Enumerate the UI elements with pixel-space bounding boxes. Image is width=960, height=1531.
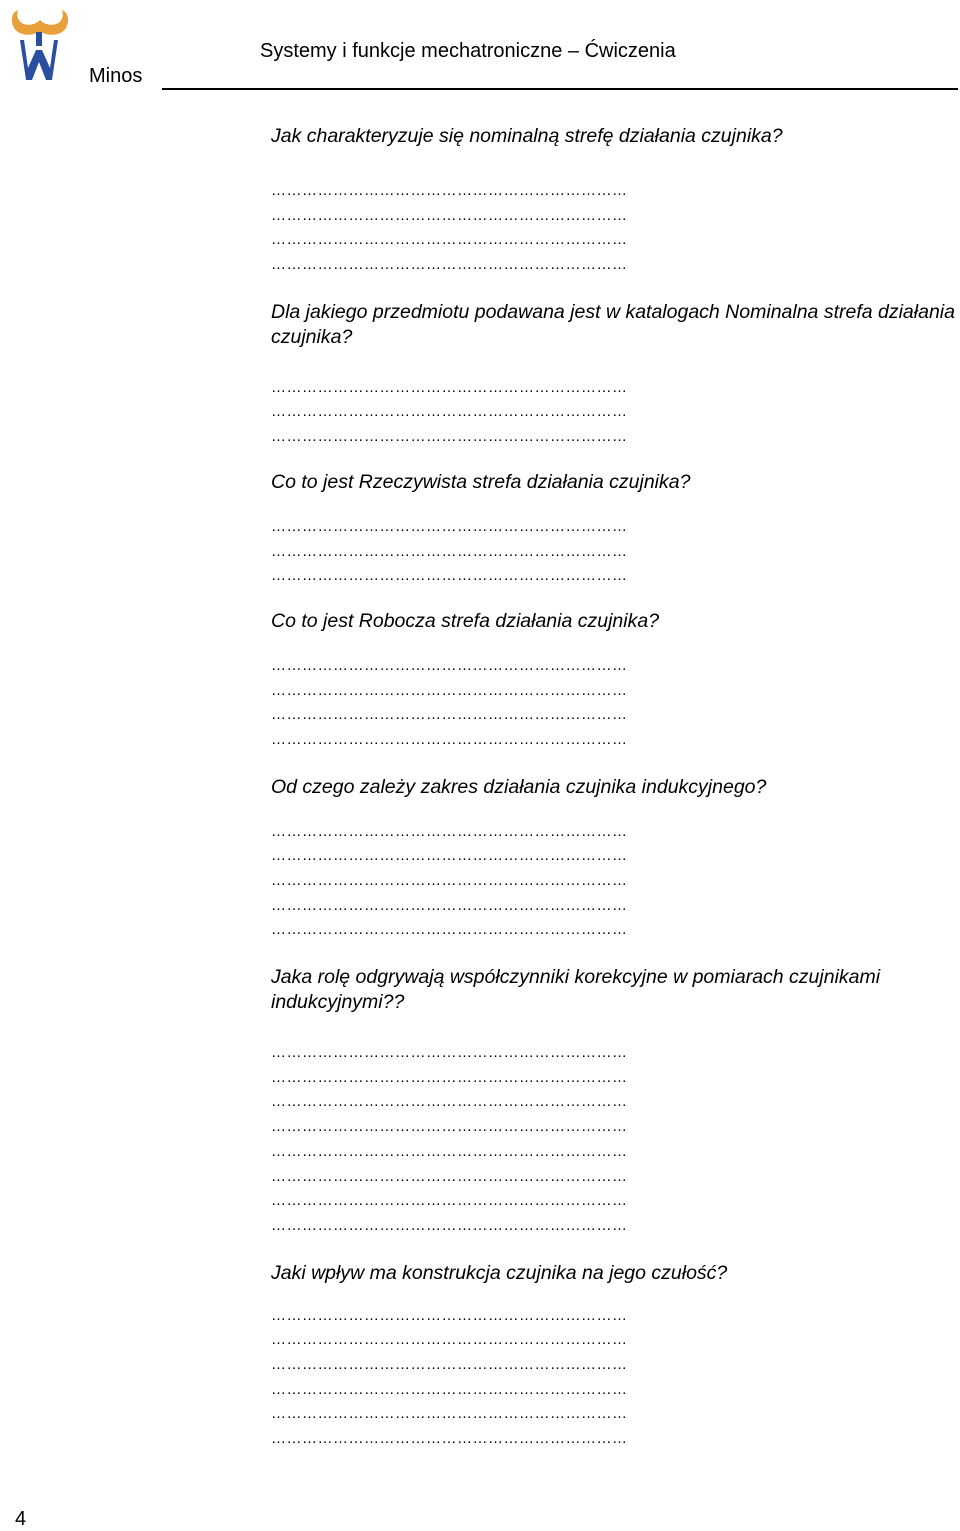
answer-lines [271, 654, 956, 753]
brand-name: Minos [89, 65, 143, 87]
answer-line[interactable]: …………………………………………………………… [271, 706, 628, 724]
answer-line[interactable]: …………………………………………………………… [271, 542, 628, 560]
answer-line[interactable]: …………………………………………………………… [271, 822, 628, 840]
answer-line[interactable]: …………………………………………………………… [271, 1044, 628, 1062]
answer-line[interactable]: …………………………………………………………… [271, 206, 628, 224]
answer-line[interactable]: …………………………………………………………… [271, 1331, 628, 1349]
answer-line[interactable]: …………………………………………………………… [271, 403, 628, 421]
page-number: 4 [15, 1508, 27, 1530]
answer-line[interactable]: …………………………………………………………… [271, 428, 628, 446]
question-text: Jaka rolę odgrywają współczynniki korekcyjne w pomiarach czujnikami indukcyjnymi?? [271, 966, 881, 1014]
question-text: Od czego zależy zakres działania czujnika indukcyjnego? [271, 775, 767, 798]
answer-line[interactable]: …………………………………………………………… [271, 256, 628, 274]
answer-line[interactable]: …………………………………………………………… [271, 921, 628, 939]
answer-line[interactable]: …………………………………………………………… [271, 1216, 628, 1234]
question-text: Co to jest Rzeczywista strefa działania czujnika? [271, 470, 691, 493]
answer-lines [271, 820, 956, 943]
answer-lines [271, 1304, 956, 1452]
answer-line[interactable]: …………………………………………………………… [271, 681, 628, 699]
answer-line[interactable]: …………………………………………………………… [271, 1167, 628, 1185]
question-text: Jak charakteryzuje się nominalną strefę działania czujnika? [271, 125, 783, 147]
document-title: Systemy i funkcje mechatroniczne – Ćwiczenia [260, 40, 676, 62]
answer-line[interactable]: …………………………………………………………… [271, 1405, 628, 1423]
question-text: Co to jest Robocza strefa działania czujnika? [271, 609, 660, 632]
answer-line[interactable]: …………………………………………………………… [271, 1430, 628, 1447]
answer-lines [271, 376, 956, 450]
question-block [271, 775, 956, 943]
question-text: Dla jakiego przedmiotu podawana jest w katalogach Nominalna strefa działania czujnika? [271, 300, 955, 348]
answer-line[interactable]: …………………………………………………………… [271, 847, 628, 865]
answer-line[interactable]: …………………………………………………………… [271, 1192, 628, 1210]
answer-line[interactable]: …………………………………………………………… [271, 567, 628, 585]
answer-line[interactable]: …………………………………………………………… [271, 1093, 628, 1111]
question-text: Jaki wpływ ma konstrukcja czujnika na jego czułość? [271, 1261, 728, 1284]
minos-logo-icon [6, 6, 72, 86]
question-block [271, 124, 956, 278]
questions-list [271, 124, 956, 1452]
answer-line[interactable]: …………………………………………………………… [271, 872, 628, 889]
answer-line[interactable]: …………………………………………………………… [271, 1306, 628, 1324]
question-block [271, 609, 956, 753]
question-block [271, 1261, 956, 1452]
answer-line[interactable]: …………………………………………………………… [271, 1068, 628, 1086]
answer-lines [271, 515, 956, 589]
question-block [271, 965, 956, 1239]
answer-lines [271, 1041, 956, 1239]
answer-lines [271, 179, 956, 278]
answer-line[interactable]: …………………………………………………………… [271, 896, 628, 914]
answer-line[interactable]: …………………………………………………………… [271, 231, 628, 249]
answer-line[interactable]: …………………………………………………………… [271, 1118, 628, 1136]
answer-line[interactable]: …………………………………………………………… [271, 1380, 628, 1398]
header-rule [162, 88, 958, 90]
question-block [271, 470, 956, 589]
answer-line[interactable]: …………………………………………………………… [271, 517, 628, 535]
answer-line[interactable]: …………………………………………………………… [271, 182, 628, 199]
question-block [271, 300, 956, 450]
answer-line[interactable]: …………………………………………………………… [271, 378, 628, 396]
answer-line[interactable]: …………………………………………………………… [271, 730, 628, 748]
answer-line[interactable]: …………………………………………………………… [271, 1142, 628, 1160]
answer-line[interactable]: …………………………………………………………… [271, 656, 628, 674]
answer-line[interactable]: …………………………………………………………… [271, 1355, 628, 1373]
